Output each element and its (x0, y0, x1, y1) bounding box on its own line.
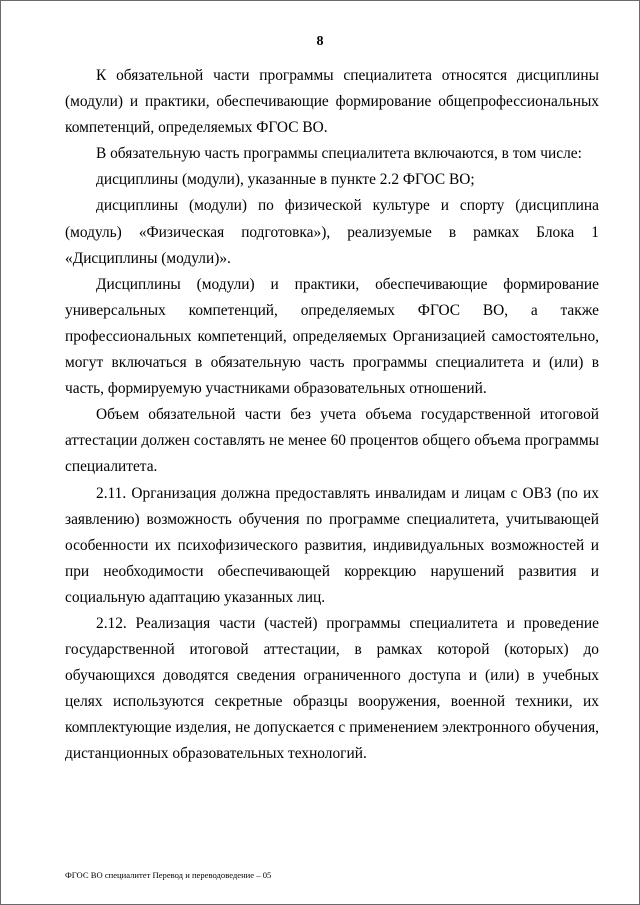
page-footer: ФГОС ВО специалитет Перевод и переводоведение – 05 (65, 870, 272, 880)
paragraph-disciplines-2-2: дисциплины (модули), указанные в пункте 2.2 ФГОС ВО; (96, 171, 475, 189)
paragraph-physical-training: дисциплины (модули) по физической культуре и спорту (дисциплина (модуль) «Физическая подготовка»), реализуемые в рамках Блока 1 «Дисциплины (модули)». (65, 197, 599, 267)
document-body (65, 63, 599, 768)
paragraph-2-11: 2.11. Организация должна предоставлять инвалидам и лицам с ОВЗ (по их заявлению) возможность обучения по программе специалитета, учитывающей особенности их психофизического развития, индивидуальных возможностей и при необходимости обеспечивающей коррекцию нарушений развития и социальную адаптацию указанных лиц. (65, 484, 599, 606)
paragraph-universal-competencies: Дисциплины (модули) и практики, обеспечивающие формирование универсальных компетенций, определяемых ФГОС ВО, а также профессиональных компетенций, определяемых Организацией самостоятельно, могут включаться в обязательную часть программы специалитета и (или) в часть, формируемую участниками образовательных отношений. (65, 275, 599, 398)
paragraph-2-12: 2.12. Реализация части (частей) программы специалитета и проведение государственной итоговой аттестации, в рамках которой (которых) до обучающихся доводятся сведения ограниченного доступа и (или) в учебных целях используются секретные образцы вооружения, военной техники, их комплектующие изделия, не допускается с применением электронного обучения, дистанционных образовательных технологий. (65, 614, 599, 763)
page-number: 8 (316, 34, 324, 49)
paragraph-mandatory-part: К обязательной части программы специалитета относятся дисциплины (модули) и практики, обеспечивающие формирование общепрофессиональных компетенций, определяемых ФГОС ВО. (65, 67, 599, 137)
paragraph-volume-60-percent: Объем обязательной части без учета объема государственной итоговой аттестации должен составлять не менее 60 процентов общего объема программы специалитета. (65, 406, 599, 476)
paragraph-includes: В обязательную часть программы специалитета включаются, в том числе: (96, 145, 582, 163)
